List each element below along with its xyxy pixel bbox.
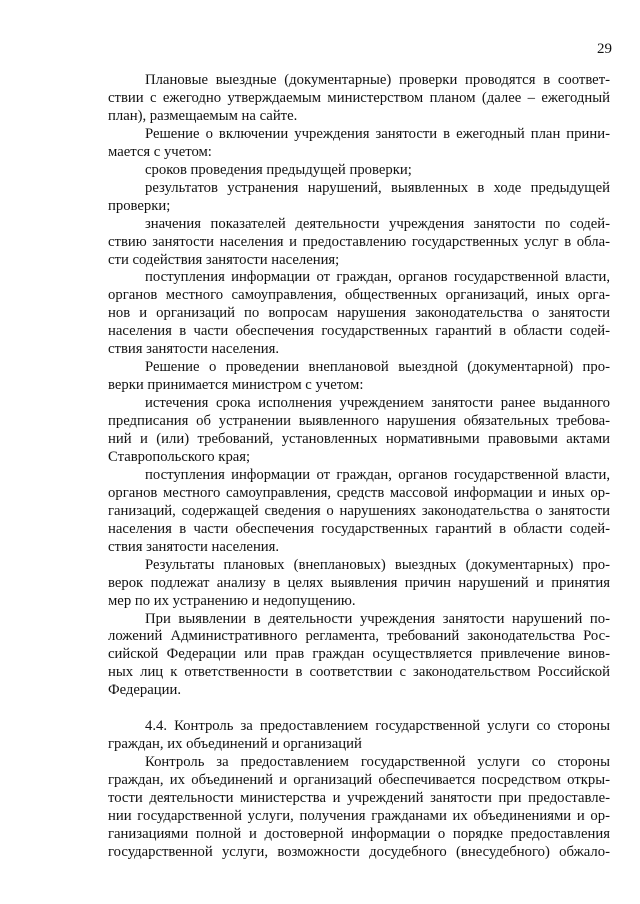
text-line: сти содействия занятости населения; <box>108 251 340 268</box>
text-line: ствия занятости населения. <box>108 341 280 358</box>
text-line: граждан, их объединений и организаций <box>108 736 362 753</box>
text-line: Решение о проведении внеплановой выездной (документарной) про- <box>145 359 610 376</box>
text-line: проверки; <box>108 197 171 214</box>
text-line: поступления информации от граждан, органов государственной власти, <box>145 269 610 286</box>
text-line: Контроль за предоставлением государственной услуги со стороны <box>145 754 610 771</box>
text-line: значения показателей деятельности учреждения занятости по содей- <box>145 215 610 232</box>
text-line: верки принимается министром с учетом: <box>108 377 364 394</box>
page-number: 29 <box>597 41 612 57</box>
text-line: При выявлении в деятельности учреждения занятости нарушений по- <box>145 610 610 627</box>
text-line: ний и (или) требований, установленных нормативными правовыми актами <box>108 431 610 447</box>
text-line: ных лиц к ответственности в соответствии с законодательством Российской <box>108 664 610 681</box>
text-line: ганизаций, содержащей сведения о нарушениях законодательства о занятости <box>108 502 610 519</box>
text-line: граждан, их объединений и организаций обеспечивается посредством откры- <box>108 772 610 789</box>
text-line: органов местного самоуправления, средств массовой информации и иных ор- <box>108 484 610 501</box>
text-line: тости деятельности министерства и учреждений занятости при предоставле- <box>108 790 610 807</box>
text-line: ствии с ежегодно утверждаемым министерством планом (далее – ежегодный <box>108 89 610 106</box>
text-line: поступления информации от граждан, органов государственной власти, <box>145 466 610 483</box>
text-line: 4.4. Контроль за предоставлением государственной услуги со стороны <box>145 718 610 735</box>
text-line: мер по их устранению и недопущению. <box>108 592 356 609</box>
text-line: сийской Федерации или прав граждан осуществляется привлечение винов- <box>108 646 610 663</box>
text-line: сроков проведения предыдущей проверки; <box>145 161 412 178</box>
text-line: органов местного самоуправления, общественных организаций, иных орга- <box>108 287 610 304</box>
text-line: результатов устранения нарушений, выявленных в ходе предыдущей <box>145 179 610 196</box>
text-line: план), размещаемым на сайте. <box>108 107 298 124</box>
text-line: Федерации. <box>108 682 182 699</box>
text-line: ствия занятости населения. <box>108 538 280 555</box>
text-line: мается с учетом: <box>108 143 212 160</box>
text-line: ложений Административного регламента, требований законодательства Рос- <box>108 628 610 645</box>
text-line: верок подлежат анализу в целях выявления причин нарушений и принятия <box>108 574 610 591</box>
text-line: государственной услуги, возможности досудебного (внесудебного) обжало- <box>108 843 610 860</box>
text-line: нии государственной услуги, получения гражданами их объединениями и ор- <box>108 808 610 824</box>
text-line: Решение о включении учреждения занятости в ежегодный план прини- <box>145 125 610 142</box>
text-line: Ставропольского края; <box>108 448 251 465</box>
text-line: истечения срока исполнения учреждением занятости ранее выданного <box>145 395 610 412</box>
text-line: ганизациями полной и достоверной информации о порядке предоставления <box>108 825 610 842</box>
text-line: нов и организаций по вопросам нарушения законодательства о занятости <box>108 305 610 322</box>
text-line: населения в части обеспечения государственных гарантий в области содей- <box>108 520 610 537</box>
text-line: ствию занятости населения и предоставлению государственных услуг в обла- <box>108 233 610 250</box>
text-line: предписания об устранении выявленного нарушения обязательных требова- <box>108 413 610 430</box>
text-line: населения в части обеспечения государственных гарантий в области содей- <box>108 323 610 340</box>
text-line: Результаты плановых (внеплановых) выездных (документарных) про- <box>145 556 610 573</box>
text-line: Плановые выездные (документарные) проверки проводятся в соответ- <box>145 72 610 88</box>
